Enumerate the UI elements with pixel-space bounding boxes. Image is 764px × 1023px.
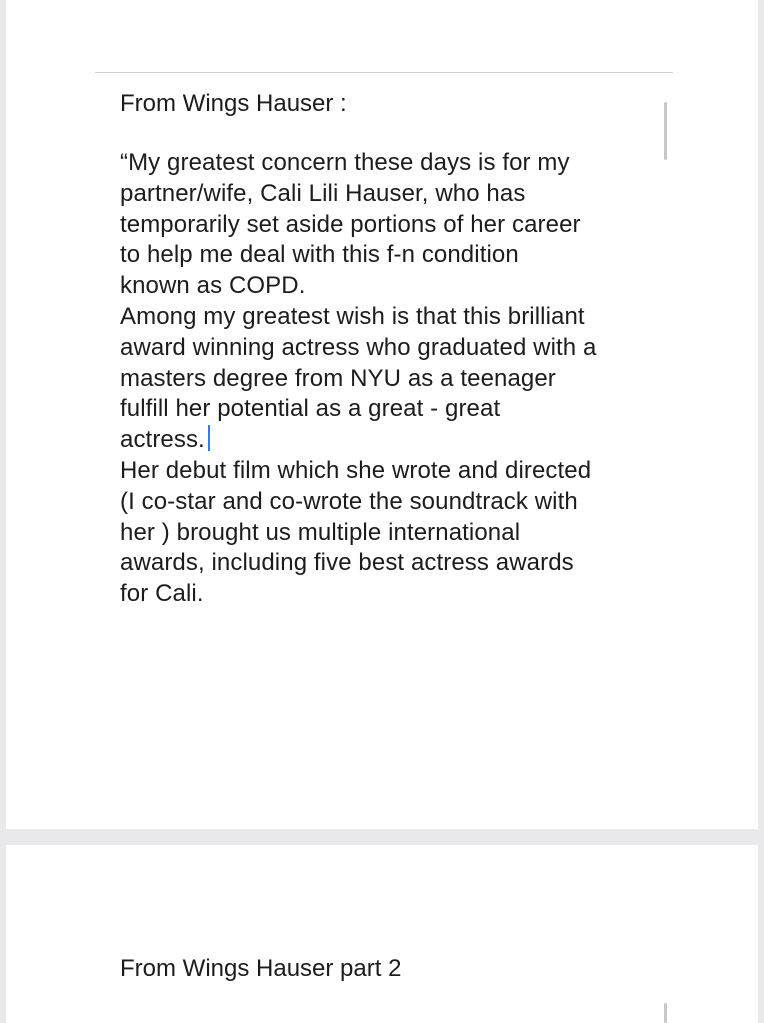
- note-line: (I co-star and co-wrote the soundtrack with: [120, 487, 578, 515]
- note-line: temporarily set aside portions of her career: [120, 210, 581, 238]
- note-line: masters degree from NYU as a teenager: [120, 364, 556, 392]
- note-line: partner/wife, Cali Lili Hauser, who has: [120, 179, 526, 207]
- top-divider: [95, 72, 673, 73]
- note-line: Among my greatest wish is that this brilliant: [120, 302, 585, 330]
- note-line: “My greatest concern these days is for my: [120, 149, 570, 176]
- note-body[interactable]: [120, 148, 680, 610]
- note-line: her ) brought us multiple international: [120, 518, 521, 546]
- note-line: to help me deal with this f-n condition: [120, 241, 519, 269]
- note-line: fulfill her potential as a great - great: [120, 395, 501, 423]
- note-line: actress.: [120, 426, 205, 454]
- note-line: awards, including five best actress awards: [120, 549, 574, 577]
- note-line: award winning actress who graduated with a: [120, 333, 597, 361]
- note-title-2[interactable]: From Wings Hauser part 2: [120, 955, 402, 982]
- note-title[interactable]: From Wings Hauser :: [120, 90, 347, 117]
- note-line: known as COPD.: [120, 272, 306, 300]
- note-line: for Cali.: [120, 580, 204, 608]
- note-page-2: [6, 845, 758, 1023]
- note-page-1: [6, 0, 758, 829]
- note-line-with-caret: [120, 425, 680, 456]
- text-caret: [208, 425, 210, 451]
- scroll-indicator-2[interactable]: [664, 1003, 667, 1023]
- note-line: Her debut film which she wrote and directed: [120, 456, 592, 484]
